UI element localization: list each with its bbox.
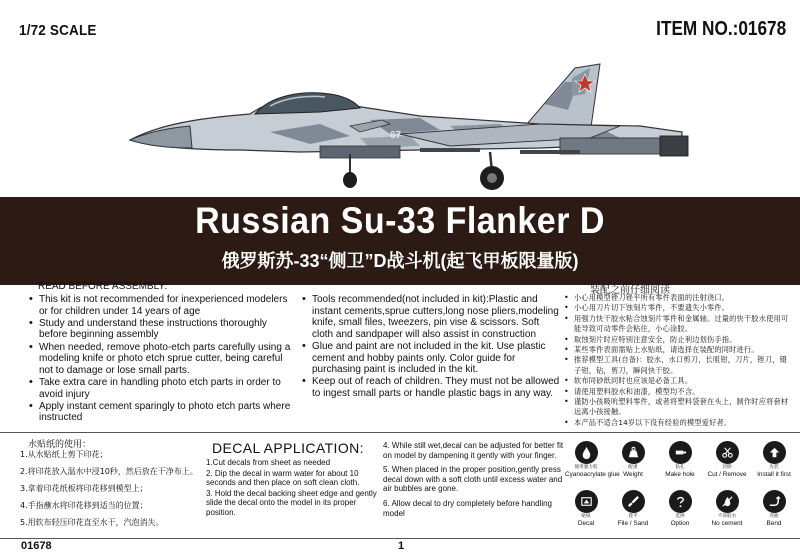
decal-steps-left [206,458,386,519]
option-icon [669,490,692,513]
title-english: Russian Su-33 Flanker D [195,200,605,241]
cn-notes-list [563,293,793,428]
symbol-no-cement: 不涂胶水 No cement [706,490,748,527]
decal-cn-step: 1.从水贴纸上剪下印花； [20,450,108,459]
decal-step: 1.Cut decals from sheet as needed [206,458,331,467]
note-item: • When needed, remove photo-etch parts carefully using a modeling knife or photo etch sprue cutter, being careful not to damage or lose small parts. [28,342,296,377]
decal-icon [575,490,598,513]
assembly-notes-middle [301,294,563,400]
title-chinese: 俄罗斯苏-33“侧卫”D战斗机(起飞甲板限量版) [221,251,579,271]
note-item: • Glue and paint are not included in the kit. Use plastic cement and hobby paints only. Color guide for purchasing paint is included in the kit. [301,341,563,376]
note-item: • Apply instant cement sparingly to photo etch parts where instructed [28,401,296,424]
glue-drop-icon [575,441,598,464]
note-item: • Tools recommended(not included in kit):Plastic and instant cements,sprue cutters,long nose pliers,modeling knife, small files, tweezers, pin vise & scissors. Soft cloth and sandpaper will also assist in construction [301,294,563,340]
cn-note-item: • 软布同砂纸同时也应该是必备工具。 [563,376,793,386]
item-number: ITEM NO.:01678 [655,18,786,40]
decal-step: 3. Hold the decal backing sheet edge and gently slide the decal onto the model in its proper position. [206,488,377,517]
cn-note-item: • 本产品不适合14岁以下没有经验的模型爱好者。 [563,418,793,428]
divider [0,538,800,539]
drill-icon [669,441,692,464]
note-item: • Keep out of reach of children. They must not be allowed to ingest small parts or handle plastic bags in any way. [301,376,563,399]
product-code: 01678 [21,540,52,552]
decal-step: 6. Allow decal to dry completely before handling model [383,498,552,518]
decal-cn-step: 5.用软布轻压印花直至水干，汽泡消失。 [20,518,164,527]
symbol-option: 选择 Option [659,490,701,527]
no-cement-icon [716,490,739,513]
read-before-heading: READ BEFORE ASSEMBLY: [38,281,168,292]
install-first-icon [763,441,786,464]
note-item: • Take extra care in handling photo etch parts in order to avoid injury [28,377,296,400]
cn-note-item: • 小心用模型锉刀锉平所有零件表面的注射浇口。 [563,293,793,303]
cn-note-item: • 某些零件表面需贴上水贴纸，请选择在装配的同时进行。 [563,345,793,355]
cn-note-item: • 推荐模型工具(自备)：胶水，水口剪刀，长咀钳，刀片，锉刀，镊子钳，钻，剪刀，瞬间快干胶。 [563,355,793,376]
symbol-hole: 钻孔 Make hole [659,441,701,478]
su-33-aircraft-icon [120,54,690,194]
symbol-cut: 切除 Cut / Remove [706,441,748,478]
cn-note-item: • 小心用刀片切下蚀刻片零件，不要遗失小零件。 [563,303,793,313]
symbol-install-first: 先装 Install it first [753,441,795,478]
scale-label: 1/72 SCALE [19,22,97,39]
decal-steps-right [383,441,568,523]
decal-step: 5. When placed in the proper position,gently press decal down with a soft cloth until excess water and air bubbles are gone. [383,465,563,494]
bend-icon [763,490,786,513]
decal-cn-heading: 水贴纸的使用： [28,440,92,450]
symbol-decal: 贴纸 Decal [565,490,607,527]
svg-text:67: 67 [390,130,402,141]
divider [0,432,800,433]
symbol-file: 锉平 File / Sand [612,490,654,527]
decal-step: 2. Dip the decal in warm water for about 10 seconds and then place on soft clean cloth. [206,468,360,488]
decal-cn-step: 2.将印花放入温水中浸10秒，然后放在干净布上。 [20,467,198,476]
note-item: • Study and understand these instructions thoroughly before beginning assembly [28,318,296,341]
page-number: 1 [398,540,405,552]
symbol-legend [565,441,795,537]
cn-notes-heading: 装配之前仔细阅读 [590,285,670,296]
assembly-notes-left [28,294,296,425]
decal-application-heading: DECAL APPLICATION: [212,440,364,456]
cn-note-item: • 取蚀刻片时应特别注意安全，防止利边划伤手指。 [563,335,793,345]
decal-cn-step: 3.拿着印花纸板将印花移到模型上； [20,484,148,493]
symbol-weight: 配重 Weight [612,441,654,478]
decal-step: 4. While still wet,decal can be adjusted for better fit on model by dampening it gently with your finger. [383,441,564,460]
symbol-bend: 弯曲 Bend [753,490,795,527]
cn-note-item: • 用强力快干胶水粘合蚀刻片零件和金属轴。过量的快干胶水使用可能导致可动零件会粘住，小心涂胶。 [563,314,793,335]
decal-cn-step: 4.手指蘸水将印花移到适当的位置； [20,501,148,510]
note-item: • This kit is not recommended for inexperienced modelers or for children under 14 years of age [28,294,296,317]
weight-icon [622,441,645,464]
cn-note-item: • 请使用塑料胶水和油漆，模型均不含。 [563,387,793,397]
cut-icon [716,441,739,464]
file-icon [622,490,645,513]
cn-note-item: • 谨防小孩吸吮塑料零件，或者将塑料袋套在头上，制作时应将套材远离小孩接触。 [563,397,793,418]
symbol-glue: 使用强力胶 Cyanoacrylate glue [565,441,607,478]
decal-cn-steps [20,450,210,535]
